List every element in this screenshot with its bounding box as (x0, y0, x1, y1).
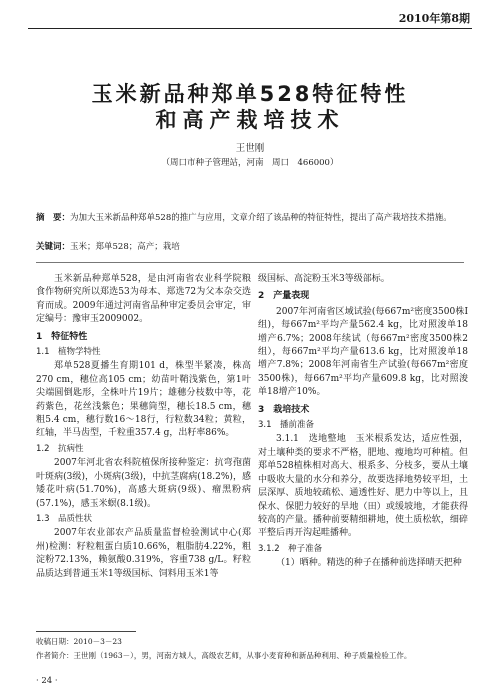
section-1-3-paragraph: 2007年农业部农产品质量监督检验测试中心(郑州)检测：籽粒粗蛋白质10.66%，粗脂肪4.22%，粗淀粉72.13%，赖氨酸0.319%，容重738 g/L。籽粒品质达到普通玉米1等级国标、饲料用玉米1等 (36, 528, 251, 579)
abstract-text: 为加大玉米新品种郑单528的推广与应用，文章介绍了该品种的特征特性，提出了高产栽培技术措施。 (70, 213, 452, 223)
article-title-line2: 和高产栽培技术 (155, 108, 345, 132)
author: 王世刚 (235, 143, 265, 154)
section-2-heading: 2 产量表现 (258, 291, 310, 302)
section-3-1-1-paragraph: 3.1.1 选地整地 玉米根系发达，适应性强，对土壤种类的要求不严格，肥地、瘦地均可种植。但郑单528植株相对高大、根系多、分枝多，要从土壤中吸收大量的水分和养分，故要选择地势较平坦，土层深厚、质地较疏松、通透性好、肥力中等以上，且保水、保肥力较好的旱地（田）或缓坡地，才能获得较高的产量。播种前要精细耕地，使土质松软，细碎平整后再开沟起畦播种。 (258, 434, 468, 539)
section-1-1-paragraph: 郑单528夏播生育期101 d，株型半紧凑，株高270 cm，穗位高105 cm；幼苗叶鞘浅紫色，第1叶尖端圆倒匙形，全株叶片19片；雄穗分枝数中等，花药紫色，花丝浅紫色；果穗筒型，穗长18.5 cm，穗粗5.4 cm，穗行数16～18行，行粒数34粒；黄粒，红轴，半马齿型，千粒重357.4 g，出籽率86%。 (36, 361, 251, 439)
affiliation: （周口市种子管理站，河南 周口 466000） (161, 158, 339, 168)
abstract (36, 211, 464, 226)
section-3-1-heading: 3.1 播前准备 (258, 420, 315, 431)
footnote-rule (36, 631, 136, 632)
article-title-line1: 玉米新品种郑单528特征特性 (91, 82, 409, 106)
header-rule (28, 28, 472, 29)
abstract-label: 摘 要： (36, 213, 71, 223)
continuation-text: 级国标、高淀粉玉米3等级部标。 (258, 274, 390, 284)
section-2-paragraph: 2007年河南省区域试验(每667m²密度3500株Ⅰ组)，每667m²平均产量562.4 kg，比对照浚单18增产6.7%；2008年续试（每667m²密度3500株2组），每667m²平均产量613.6 kg，比对照浚单18增产7.8%；2008年河南省生产试验(每667m²密度3500株)，每667m²平均产量609.8 kg，比对照浚单18增产10%。 (258, 306, 468, 398)
section-3-1-2-paragraph: （1）晒种。精选的种子在播种前选择晴天把种 (276, 558, 462, 569)
author-bio: 作者简介：王世刚（1963－），男，河南方城人，高级农艺师，从事小麦育种和新品种利用、种子质量检验工作。 (36, 651, 412, 660)
intro-paragraph: 玉米新品种郑单528，是由河南省农业科学院粮食作物研究所以郑选53为母本、郑选72为父本杂交选育而成。2009年通过河南省品种审定委员会审定，审定编号：豫审玉2009002。 (36, 274, 251, 325)
section-1-2-heading: 1.2 抗病性 (36, 443, 84, 454)
page-number: · 24 · (36, 676, 58, 686)
section-1-2-paragraph: 2007年河北省农科院植保所接种鉴定：抗弯孢菌叶斑病(3级)，小斑病(3级)，中抗茎腐病(18.2%)，感矮花叶病(51.70%)，高感大斑病(9级)、瘤黑粉病(57.1%)，感玉米螟(8.1级)。 (36, 458, 251, 509)
keywords-label: 关键词： (36, 242, 71, 252)
section-1-heading: 1 特征特性 (36, 331, 88, 342)
section-1-1-heading: 1.1 植物学特性 (36, 347, 101, 358)
left-column (36, 273, 251, 581)
keywords-text: 玉米；郑单528；高产；栽培 (70, 242, 180, 252)
section-3-1-2-heading: 3.1.2 种子准备 (258, 543, 323, 554)
abstract-rule (36, 262, 464, 263)
section-1-3-heading: 1.3 品质性状 (36, 513, 93, 524)
received-date: 收稿日期：2010－3－23 (36, 637, 122, 646)
section-3-heading: 3 栽培技术 (258, 404, 310, 415)
journal-issue: 2010年第8期 (398, 12, 470, 25)
keywords (36, 240, 464, 252)
right-column (258, 273, 468, 571)
